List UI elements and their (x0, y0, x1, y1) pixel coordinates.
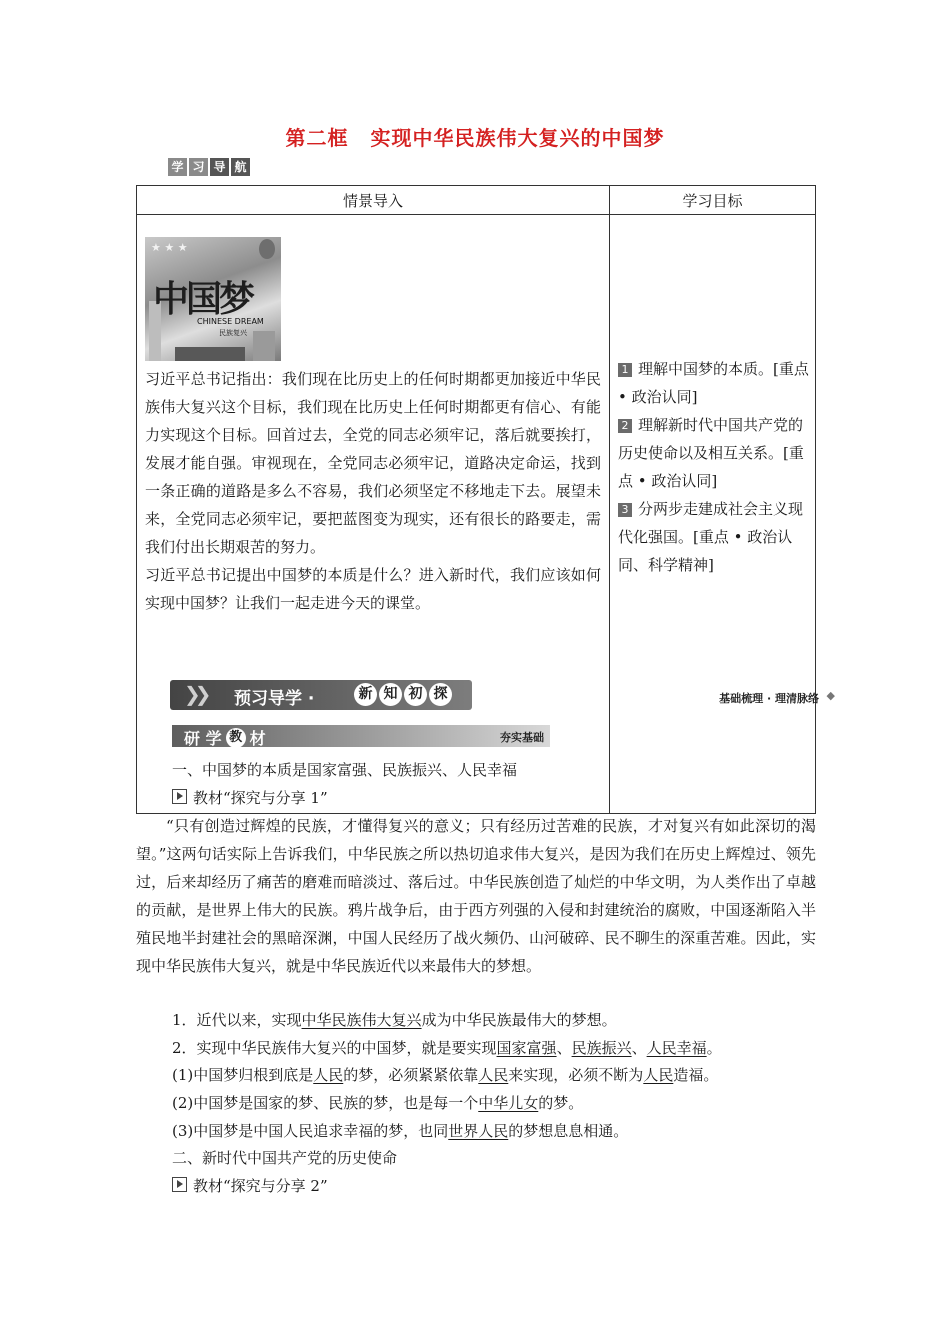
badge-char: 习 (189, 158, 208, 176)
title-part2: 实现中华民族伟大复兴的中国梦 (370, 126, 665, 150)
point-2-3: (3)中国梦是中国人民追求幸福的梦，也同世界人民的梦想息息相通。 (172, 1122, 629, 1140)
section-banner (170, 680, 835, 710)
underlined-term: 人民 (478, 1066, 509, 1084)
image-sub-text-cn: 民族复兴 (219, 329, 247, 337)
number-badge-icon: 1 (618, 363, 632, 377)
goal-text: 分两步走建成社会主义现代化强国。[重点 • 政治认同、科学精神] (618, 500, 804, 574)
circle-char: 新 (354, 683, 377, 706)
underlined-term: 世界人民 (448, 1122, 509, 1140)
banner-circles (354, 683, 454, 706)
gate-icon (175, 347, 245, 361)
goal-item (618, 495, 809, 579)
intro-table (136, 185, 816, 814)
study-guide-badge (168, 158, 252, 176)
play-icon (172, 1177, 187, 1192)
circle-char: 初 (404, 683, 427, 706)
tag-2-text: 教材“探究与分享 2” (193, 1177, 328, 1195)
goal-cell (610, 215, 816, 814)
page-title (0, 122, 950, 151)
banner-right-text: 基础梳理 · 理清脉络 (719, 692, 819, 705)
tag-1 (172, 787, 328, 808)
circle-char: 知 (379, 683, 402, 706)
number-badge-icon: 2 (618, 419, 632, 433)
header-scene: 情景导入 (137, 186, 610, 215)
circle-char: 教 (226, 728, 246, 748)
goal-item (618, 411, 809, 495)
sub-banner-label (184, 726, 266, 749)
goal-item (618, 355, 809, 411)
play-icon (172, 789, 187, 804)
sub-banner-pre: 研 学 (184, 729, 222, 748)
point-2-2: (2)中国梦是国家的梦、民族的梦，也是每一个中华儿女的梦。 (172, 1094, 584, 1112)
point-1: 1．近代以来，实现中华民族伟大复兴成为中华民族最伟大的梦想。 (172, 1011, 617, 1029)
circle-char: 探 (429, 683, 452, 706)
underlined-term: 人民幸福 (646, 1039, 707, 1057)
double-chevron-icon: ❯❯ (184, 682, 206, 706)
header-goal: 学习目标 (610, 186, 816, 215)
sub-banner-post: 材 (249, 729, 266, 748)
heading-1: 一、中国梦的本质是国家富强、民族振兴、人民幸福 (172, 761, 518, 779)
title-part1: 第二框 (285, 126, 349, 150)
underlined-term: 中华民族伟大复兴 (301, 1011, 422, 1029)
banner-label: 预习导学 · (234, 689, 315, 709)
subsection-banner (172, 725, 550, 747)
underlined-term: 民族振兴 (571, 1039, 632, 1057)
badge-char: 航 (231, 158, 250, 176)
scene-cell (137, 215, 610, 814)
underlined-term: 国家富强 (496, 1039, 557, 1057)
badge-char: 学 (168, 158, 187, 176)
number-badge-icon: 3 (618, 503, 632, 517)
point-2-1: (1)中国梦归根到底是人民的梦，必须紧紧依靠人民来实现，必须不断为人民造福。 (172, 1066, 719, 1084)
scene-paragraph: 习近平总书记指出：我们现在比历史上的任何时期都更加接近中华民族伟大复兴这个目标，我们现在比历史上任何时期都更有信心、有能力实现这个目标。回首过去，全党的同志必须牢记，落后就要挨打，发展才能自强。审视现在，全党同志必须牢记，道路决定命运，找到一条正确的道路是多么不容易，我们必须坚定不移地走下去。展望未来，全党同志必须牢记，要把蓝图变为现实，还有很长的路要走，需我们付出长期艰苦的努力。 (145, 370, 601, 556)
heading-2: 二、新时代中国共产党的历史使命 (172, 1149, 398, 1167)
sub-banner-right: 夯实基础 (500, 731, 544, 744)
underlined-term: 中华儿女 (478, 1094, 539, 1112)
lantern-icon (259, 239, 275, 259)
point-2: 2．实现中华民族伟大复兴的中国梦，就是要实现国家富强、民族振兴、人民幸福。 (172, 1039, 722, 1057)
tag-2 (172, 1175, 328, 1196)
pagoda-icon (253, 331, 275, 361)
stars-decoration: ★ ★ ★ (151, 241, 188, 254)
underlined-term: 人民 (643, 1066, 674, 1084)
scene-question: 习近平总书记提出中国梦的本质是什么？进入新时代，我们应该如何实现中国梦？让我们一起走进今天的课堂。 (145, 566, 601, 612)
paragraph-1: “只有创造过辉煌的民族，才懂得复兴的意义；只有经历过苦难的民族，才对复兴有如此深切的渴望。”这两句话实际上告诉我们，中华民族之所以热切追求伟大复兴，是因为我们在历史上辉煌过、领先过，后来却经历了痛苦的磨难而暗淡过、落后过。中华民族创造了灿烂的中华文明，为人类作出了卓越的贡献，是世界上伟大的民族。鸦片战争后，由于西方列强的入侵和封建统治的腐败，中国逐渐陷入半殖民地半封建社会的黑暗深渊，中国人民经历了战火频仍、山河破碎、民不聊生的深重苦难。因此，实现中华民族伟大复兴，就是中华民族近代以来最伟大的梦想。 (136, 817, 816, 975)
diamond-icon: ◆ (826, 689, 835, 702)
chinese-dream-image (145, 237, 281, 361)
image-main-text: 中国梦 (153, 278, 253, 320)
tag-1-text: 教材“探究与分享 1” (193, 789, 328, 807)
goal-text: 理解新时代中国共产党的历史使命以及相互关系。[重点 • 政治认同] (618, 416, 804, 490)
underlined-term: 人民 (313, 1066, 344, 1084)
badge-char: 导 (210, 158, 229, 176)
image-sub-text: CHINESE DREAM (197, 317, 264, 326)
goal-text: 理解中国梦的本质。[重点 • 政治认同] (618, 360, 809, 406)
